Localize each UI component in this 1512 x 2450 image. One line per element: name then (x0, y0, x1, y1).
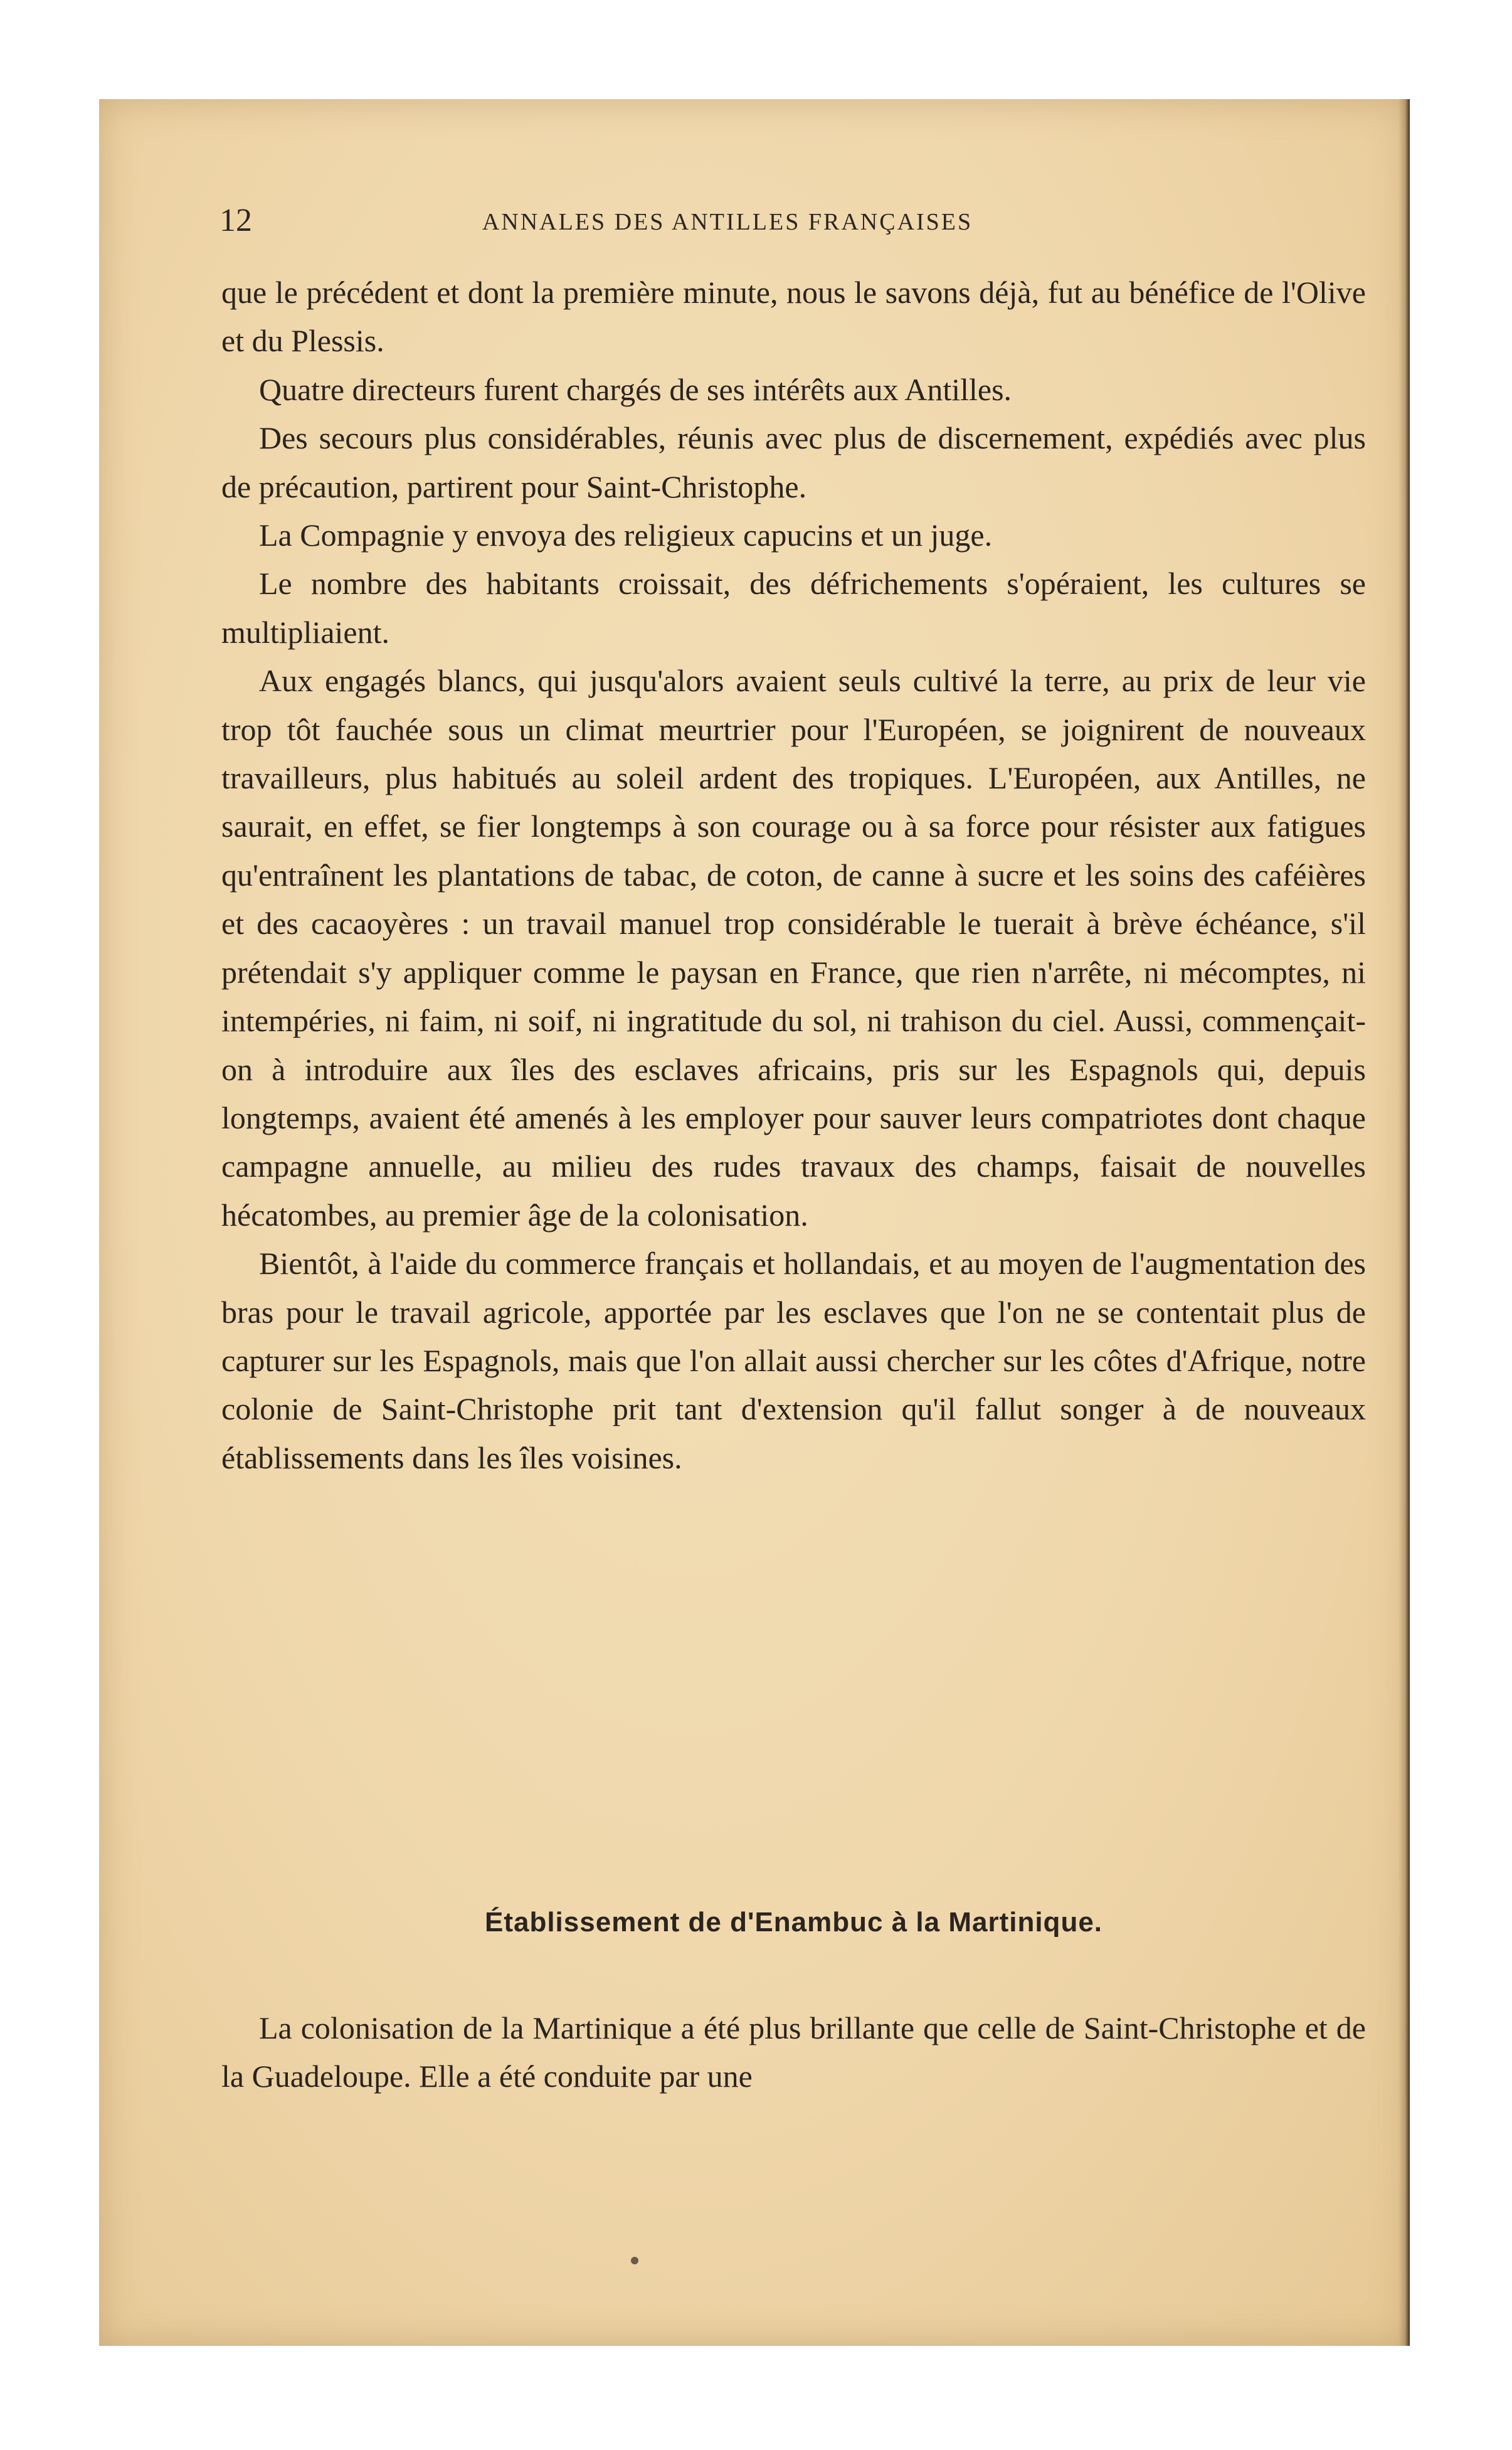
section-heading: Établissement de d'Enambuc à la Martinique. (484, 1907, 1103, 1938)
paragraph: Aux engagés blancs, qui jusqu'alors avaient seuls cultivé la terre, au prix de leur vie trop tôt fauchée sous un climat meurtrier pour l'Européen, se joignirent de nouveaux travailleurs, plus habitués au soleil ardent des tropiques. L'Européen, aux Antilles, ne saurait, en effet, se fier longtemps à son courage ou à sa force pour résister aux fatigues qu'entraînent les plantations de tabac, de coton, de canne à sucre et les soins des caféières et des cacaoyères : un travail manuel trop considérable le tuerait à brève échéance, s'il prétendait s'y appliquer comme le paysan en France, que rien n'arrête, ni mécomptes, ni intempéries, ni faim, ni soif, ni ingratitude du sol, ni trahison du ciel. Aussi, commençait-on à introduire aux îles des esclaves africains, pris sur les Espagnols qui, depuis longtemps, avaient été amenés à les employer pour sauver leurs compatriotes dont chaque campagne annuelle, au milieu des rudes travaux des champs, faisait de nouvelles hécatombes, au premier âge de la colonisation. (221, 663, 1366, 1233)
paragraph: La colonisation de la Martinique a été plus brillante que celle de Saint-Christophe et de la Guadeloupe. Elle a été conduite par une (221, 2010, 1366, 2094)
paragraph: Des secours plus considérables, réunis avec plus de discernement, expédiés avec plus de précaution, partirent pour Saint-Christophe. (221, 420, 1366, 504)
paragraph: Bientôt, à l'aide du commerce français et hollandais, et au moyen de l'augmentation des bras pour le travail agricole, apportée par les esclaves que l'on ne se contentait plus de capturer sur les Espagnols, mais que l'on allait aussi chercher sur les côtes d'Afrique, notre colonie de Saint-Christophe prit tant d'extension qu'il fallut songer à de nouveaux établissements dans les îles voisines. (221, 1246, 1366, 1475)
ink-speck (631, 2257, 638, 2264)
section-text (221, 2004, 1366, 2101)
page-edge-shadow (1398, 99, 1410, 2346)
paragraph: Le nombre des habitants croissait, des défrichements s'opéraient, les cultures se multipliaient. (221, 566, 1366, 650)
running-title: ANNALES DES ANTILLES FRANÇAISES (482, 209, 973, 235)
page-header (219, 202, 1135, 246)
paragraph: La Compagnie y envoya des religieux capucins et un juge. (259, 517, 993, 553)
paragraph: que le précédent et dont la première minute, nous le savons déjà, fut au bénéfice de l'Olive et du Plessis. (221, 275, 1366, 359)
page-number: 12 (219, 203, 252, 238)
paragraph: Quatre directeurs furent chargés de ses intérêts aux Antilles. (259, 371, 1012, 407)
main-text (221, 268, 1366, 1482)
